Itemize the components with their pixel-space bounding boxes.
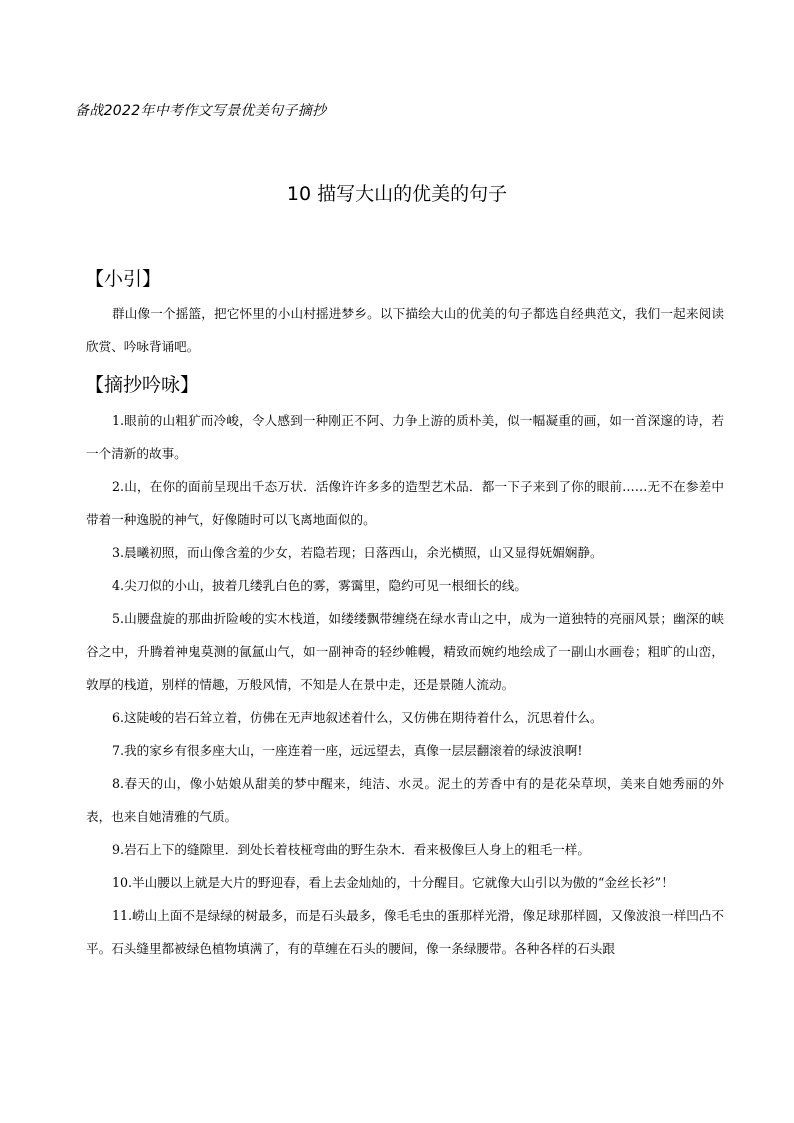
excerpt-item-3: 3.晨曦初照，而山像含羞的少女，若隐若现；日落西山，余光横照，山又显得妩媚娴静。 (112, 545, 603, 560)
excerpt-item-10: 10.半山腰以上就是大片的野迎春，看上去金灿灿的，十分醒目。它就像大山引以为傲的“金丝长衫”！ (112, 875, 674, 890)
document-header: 备战2022年中考作文写景优美句子摘抄 (75, 103, 327, 119)
excerpt-item-5: 5.山腰盘旋的那曲折险峻的实木栈道，如缕缕飘带缠绕在绿水青山之中，成为一道独特的亮丽风景；幽深的峡谷之中，升腾着神鬼莫测的氤氲山气，如一副神奇的轻纱帷幔，精致而婉约地绘成了一副山水画卷；粗旷的山峦，敦厚的栈道，别样的情趣，万般风情，不知是人在景中走，还是景随人流动。 (86, 611, 724, 692)
intro-paragraph: 群山像一个摇篮，把它怀里的小山村摇进梦乡。以下描绘大山的优美的句子都选自经典范文，我们一起来阅读欣赏、吟咏背诵吧。 (86, 306, 724, 354)
excerpt-item-6: 6.这陡峻的岩石耸立着，仿佛在无声地叙述着什么，又仿佛在期待着什么，沉思着什么。 (112, 710, 603, 725)
excerpt-item-7: 7.我的家乡有很多座大山，一座连着一座，远远望去，真像一层层翻滚着的绿波浪啊! (112, 743, 583, 758)
intro-heading: 【小引】 (85, 268, 162, 290)
excerpt-item-9: 9.岩石上下的缝隙里．到处长着枝桠弯曲的野生杂木．看来极像巨人身上的粗毛一样。 (112, 842, 590, 857)
excerpt-item-4: 4.尖刀似的小山，披着几缕乳白色的雾，雾霭里，隐约可见一根细长的线。 (112, 578, 528, 593)
intro-section (86, 297, 724, 363)
excerpt-item-11: 11.崂山上面不是绿绿的树最多，而是石头最多，像毛毛虫的蛋那样光滑，像足球那样圆，又像波浪一样凹凸不平。石头缝里都被绿色植物填满了，有的草缠在石头的腰间，像一条绿腰带。各种各样的石头跟 (86, 908, 724, 956)
page-title: 10 描写大山的优美的句子 (286, 183, 508, 205)
excerpt-list (86, 404, 724, 965)
excerpt-item-1: 1.眼前的山粗犷而冷峻，令人感到一种刚正不阿、力争上游的质朴美，似一幅凝重的画，如一首深邃的诗，若一个清新的故事。 (86, 413, 724, 461)
excerpt-item-8: 8.春天的山，像小姑娘从甜美的梦中醒来，纯洁、水灵。泥土的芳香中有的是花朵草坝，美来自她秀丽的外表，也来自她清雅的气质。 (86, 776, 724, 824)
excerpt-item-2: 2.山，在你的面前呈现出千态万状．活像许许多多的造型艺术品．都一下子来到了你的眼前……无不在参差中带着一种逸脱的神气，好像随时可以飞离地面似的。 (86, 479, 724, 527)
excerpt-heading: 【摘抄吟咏】 (85, 374, 200, 396)
